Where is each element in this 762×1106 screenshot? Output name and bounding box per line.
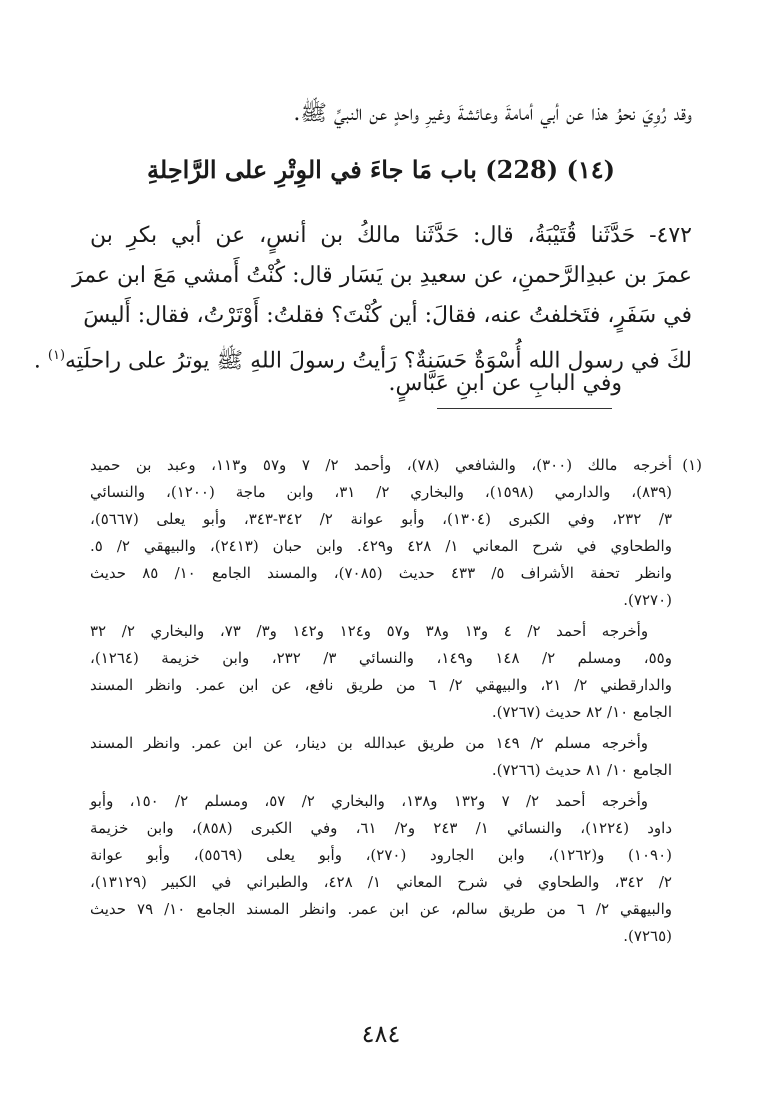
hadith-text — [33, 216, 692, 381]
hadith-line-4-text: لكَ في رسول الله أُسْوَةٌ حَسَنةٌ؟ رَأيتُ رسولَ اللهِ ﷺ يوترُ على راحلَتِه — [65, 348, 692, 374]
footnote-line: (٨٣٩)، والدارمي (١٥٩٨)، والبخاري ٢/ ٣١، وابن ماجة (١٢٠٠)، والنسائي — [90, 483, 672, 501]
footnote-line: داود (١٢٢٤)، والنسائي ١/ ٢٤٣ و٢/ ٦١، وفي الكبرى (٨٥٨)، وابن خزيمة — [90, 819, 673, 837]
footnote-line: ٣/ ٢٣٢، وفي الكبرى (١٣٠٤)، وأبو عوانة ٢/ ٣٤٢-٣٤٣، وأبو يعلى (٥٦٦٧)، — [90, 510, 672, 528]
footnote-line: وانظر تحفة الأشراف ٥/ ٤٣٣ حديث (٧٠٨٥)، والمسند الجامع ١٠/ ٨٥ حديث — [90, 564, 672, 582]
footnote-line: وأخرجه مسلم ٢/ ١٤٩ من طريق عبدالله بن دينار، عن ابن عمر. وانظر المسند — [90, 734, 648, 752]
footnote-line: و٥٥، ومسلم ٢/ ١٤٨ و١٤٩، والنسائي ٣/ ٢٣٢، وابن خزيمة (١٢٦٤)، — [90, 649, 672, 667]
footnote-line: وأخرجه أحمد ٢/ ٧ و١٣٢ و١٣٨، والبخاري ٢/ ٥٧، ومسلم ٢/ ١٥٠، وأبو — [90, 792, 649, 810]
chapter-title: (١٤) (228) باب مَا جاءَ في الوِتْرِ على الرَّاحِلةِ — [147, 155, 615, 184]
footnotes-section — [90, 452, 702, 954]
footnote-line: (٧٢٦٥). — [623, 927, 672, 945]
footnote-separator — [437, 408, 612, 409]
hadith-line-1: ٤٧٢- حَدَّثَنا قُتَيْبَةُ، قال: حَدَّثَنا مالكُ بن أنسٍ، عن أبي بكرِ بن — [90, 223, 692, 248]
footnote-number: (١) — [682, 456, 702, 474]
footnote-line: الجامع ١٠/ ٨٢ حديث (٧٢٦٧). — [491, 703, 672, 721]
footnote-line: أخرجه مالك (٣٠٠)، والشافعي (٧٨)، وأحمد ٢/ ٧ و٥٧ و١١٣، وعبد بن حميد — [90, 456, 672, 474]
footnote-line: الجامع ١٠/ ٨١ حديث (٧٢٦٦). — [491, 761, 672, 779]
footnote-reference[interactable]: (١) — [47, 348, 66, 363]
footnote-line: والبيهقي ٢/ ٦ من طريق سالم، عن ابن عمر. وانظر المسند الجامع ١٠/ ٧٩ حديث — [90, 900, 673, 918]
page-number: ٤٨٤ — [361, 1020, 401, 1048]
footnote-block-2 — [90, 618, 672, 726]
footnote-line: والطحاوي في شرح المعاني ١/ ٤٢٨ و٤٢٩. وابن حبان (٢٤١٣)، والبيهقي ٢/ ٥. — [90, 537, 672, 555]
intro-text: وقد رُوِيَ نحوُ هذا عن أبي أمامةَ وعائشةَ وغيرِ واحدٍ عن النبيِّ ﷺ. — [293, 101, 692, 126]
footnote-line: (٧٢٧٠). — [623, 591, 672, 609]
footnote-block-4 — [90, 788, 672, 950]
hadith-line-2: عمرَ بن عبدِالرَّحمنِ، عن سعيدِ بن يَسَار قال: كُنْتُ أَمشي مَعَ ابن عمرَ — [72, 263, 692, 288]
hadith-end-mark: . — [33, 348, 41, 374]
footnote-block-3 — [90, 730, 672, 784]
footnote-line: (١٠٩٠) و(١٢٦٢)، وابن الجارود (٢٧٠)، وأبو يعلى (٥٥٦٩)، وأبو عوانة — [90, 846, 673, 864]
intro-line — [90, 92, 692, 136]
footnote-line: والدارقطني ٢/ ٢١، والبيهقي ٢/ ٦ من طريق نافع، عن ابن عمر. وانظر المسند — [90, 676, 672, 694]
bab-statement: وفي البابِ عن ابنِ عَبَّاسٍ. — [388, 371, 622, 396]
footnote-block-1 — [90, 452, 702, 614]
footnote-line: ٢/ ٣٤٢، والطحاوي في شرح المعاني ١/ ٤٢٨، والطبراني في الكبير (١٣١٢٩)، — [90, 873, 672, 891]
hadith-line-3: في سَفَرٍ، فتَخلفتُ عنه، فقالَ: أين كُنْتَ؟ فقلتُ: أَوْتَرْتُ، فقال: أَليسَ — [83, 303, 692, 328]
footnote-line: وأخرجه أحمد ٢/ ٤ و١٣ و٣٨ و٥٧ و١٢٤ و١٤٢ و٣/ ٧٣، والبخاري ٢/ ٣٢ — [90, 622, 649, 640]
